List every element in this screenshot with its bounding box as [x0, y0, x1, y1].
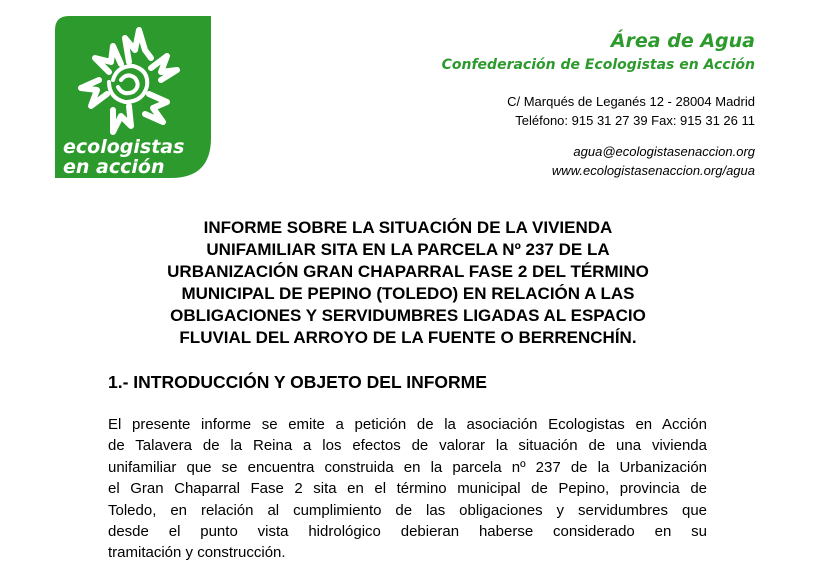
- header-address: C/ Marqués de Leganés 12 - 28004 Madrid: [507, 94, 755, 109]
- paragraph-line: el Gran Chaparral Fase 2 sita en el término municipal de Pepino, provincia de: [108, 480, 707, 498]
- section-heading: 1.- INTRODUCCIÓN Y OBJETO DEL INFORME: [108, 372, 487, 392]
- logo-text-line2: en acción: [63, 156, 165, 178]
- title-line: OBLIGACIONES Y SERVIDUMBRES LIGADAS AL ESPACIO: [170, 306, 646, 325]
- header-website: www.ecologistasenaccion.org/agua: [551, 163, 755, 178]
- paragraph-line: unifamiliar que se encuentra construida en la parcela nº 237 de la Urbanización: [108, 458, 707, 476]
- paragraph-line: El presente informe se emite a petición de la asociación Ecologistas en Acción: [108, 416, 707, 433]
- title-line: URBANIZACIÓN GRAN CHAPARRAL FASE 2 DEL TÉRMINO: [167, 262, 649, 281]
- intro-paragraph: [108, 414, 707, 564]
- header-subtitle: Confederación de Ecologistas en Acción: [441, 57, 755, 73]
- paragraph-line: Toledo, en relación al cumplimiento de las obligaciones y servidumbres que: [108, 501, 707, 519]
- logo-text-line1: ecologistas: [63, 136, 185, 158]
- document-title: [90, 217, 726, 349]
- paragraph-line: desde el punto vista hidrológico debieran haberse considerado en su: [108, 523, 707, 541]
- paragraph-line: de Talavera de la Reina a los efectos de valorar la situación de una vivienda: [108, 437, 707, 455]
- title-line: UNIFAMILIAR SITA EN LA PARCELA Nº 237 DE LA: [206, 240, 610, 259]
- paragraph-line: tramitación y construcción.: [108, 544, 286, 562]
- title-line: MUNICIPAL DE PEPINO (TOLEDO) EN RELACIÓN A LAS: [181, 284, 635, 303]
- header-phone: Teléfono: 915 31 27 39 Fax: 915 31 26 11: [515, 113, 755, 128]
- title-line: INFORME SOBRE LA SITUACIÓN DE LA VIVIENDA: [203, 218, 613, 237]
- organization-logo: [55, 16, 211, 178]
- header-title: Área de Agua: [610, 30, 755, 52]
- title-line: FLUVIAL DEL ARROYO DE LA FUENTE O BERRENCHÍN.: [179, 328, 637, 347]
- header-email: agua@ecologistasenaccion.org: [573, 144, 755, 159]
